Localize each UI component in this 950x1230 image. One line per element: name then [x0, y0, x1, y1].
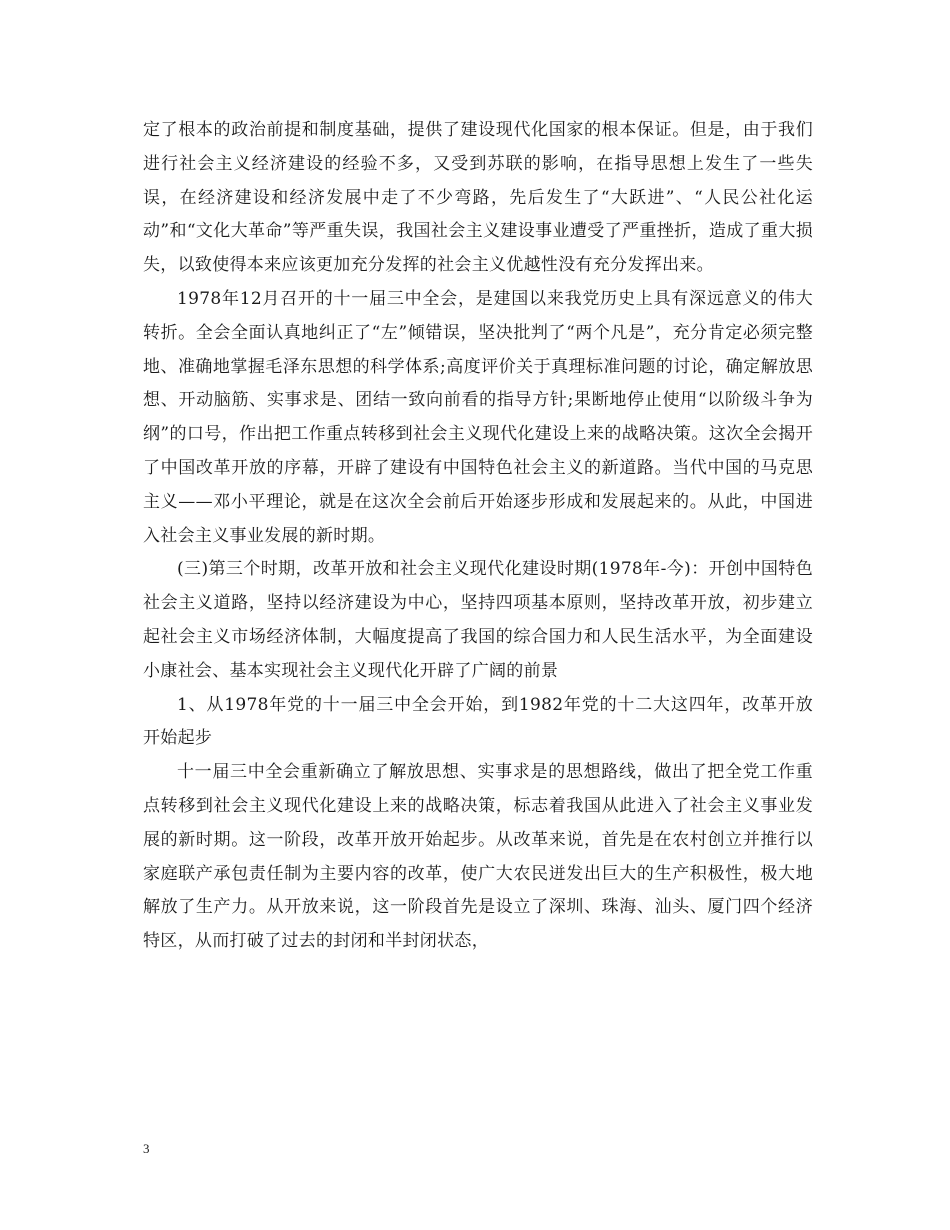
document-body [143, 114, 813, 959]
paragraph-4: 1、从1978年党的十一届三中全会开始，到1982年党的十二大这四年，改革开放开始起步 [143, 694, 813, 749]
page-number: 3 [143, 1141, 150, 1156]
paragraph-2: 1978年12月召开的十一届三中全会，是建国以来我党历史上具有深远意义的伟大转折。全会全面认真地纠正了“左”倾错误，坚决批判了“两个凡是”，充分肯定必须完整地、准确地掌握毛泽东思想的科学体系;高度评价关于真理标准问题的讨论，确定解放思想、开动脑筋、实事求是、团结一致向前看的指导方针;果断地停止使用“以阶级斗争为纲”的口号，作出把工作重点转移到社会主义现代化建设上来的战略决策。这次全会揭开了中国改革开放的序幕，开辟了建设有中国特色社会主义的新道路。当代中国的马克思主义——邓小平理论，就是在这次全会前后开始逐步形成和发展起来的。从此，中国进入社会主义事业发展的新时期。 [143, 288, 813, 546]
paragraph-1: 定了根本的政治前提和制度基础，提供了建设现代化国家的根本保证。但是，由于我们进行社会主义经济建设的经验不多，又受到苏联的影响，在指导思想上发生了一些失误，在经济建设和经济发展中走了不少弯路，先后发生了“大跃进”、“人民公社化运动”和“文化大革命”等严重失误，我国社会主义建设事业遭受了严重挫折，造成了重大损失，以致使得本来应该更加充分发挥的社会主义优越性没有充分发挥出来。 [143, 120, 813, 276]
paragraph-3: (三)第三个时期，改革开放和社会主义现代化建设时期(1978年-今)：开创中国特色社会主义道路，坚持以经济建设为中心，坚持四项基本原则，坚持改革开放，初步建立起社会主义市场经济体制，大幅度提高了我国的综合国力和人民生活水平，为全面建设小康社会、基本实现社会主义现代化开辟了广阔的前景 [143, 559, 813, 681]
paragraph-5: 十一届三中全会重新确立了解放思想、实事求是的思想路线，做出了把全党工作重点转移到社会主义现代化建设上来的战略决策，标志着我国从此进入了社会主义事业发展的新时期。这一阶段，改革开放开始起步。从改革来说，首先是在农村创立并推行以家庭联产承包责任制为主要内容的改革，使广大农民迸发出巨大的生产积极性，极大地解放了生产力。从开放来说，这一阶段首先是设立了深圳、珠海、汕头、厦门四个经济特区，从而打破了过去的封闭和半封闭状态， [143, 762, 813, 952]
